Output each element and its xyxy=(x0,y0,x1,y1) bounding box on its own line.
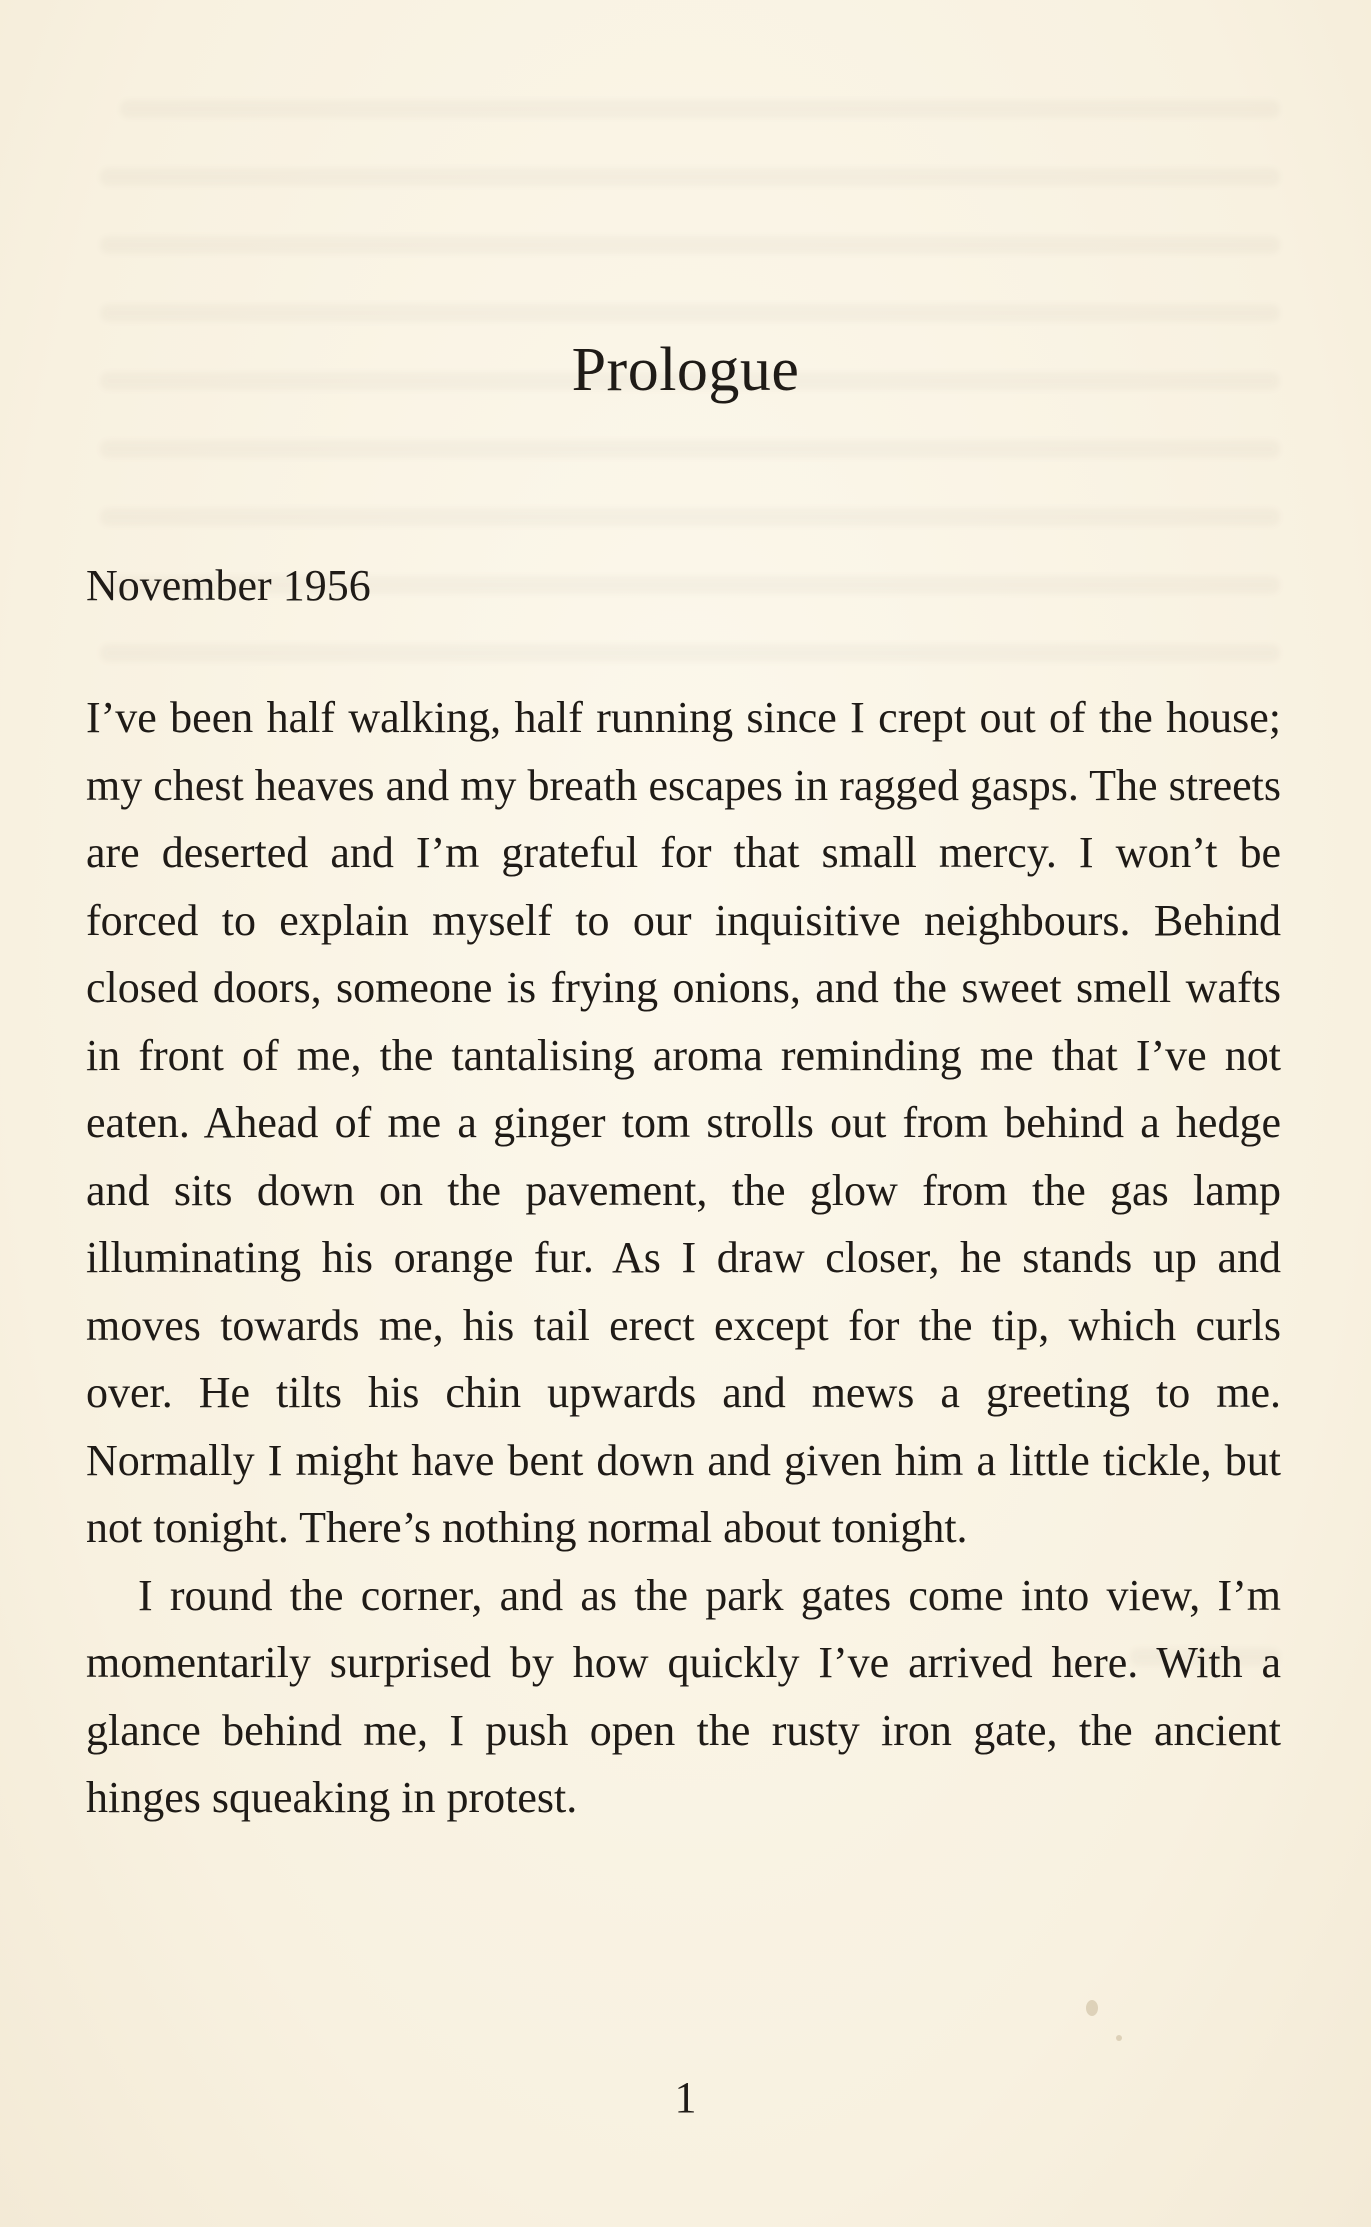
body-text xyxy=(86,684,1281,1832)
paper-speck xyxy=(1116,2035,1122,2041)
dateline: November 1956 xyxy=(86,561,371,610)
page-number: 1 xyxy=(674,2073,697,2122)
paragraph-1: I’ve been half walking, half running since I crept out of the house; my chest heaves and my breath escapes in ragged gasps. The streets are deserted and I’m grateful for that small mercy. I won’t be forced to explain myself to our inquisitive neighbours. Behind closed doors, someone is frying onions, and the sweet smell wafts in front of me, the tantalising aroma reminding me that I’ve not eaten. Ahead of me a ginger tom strolls out from behind a hedge and sits down on the pavement, the glow from the gas lamp illuminating his orange fur. As I draw closer, he stands up and moves towards me, his tail erect except for the tip, which curls over. He tilts his chin upwards and mews a greeting to me. Normally I might have bent down and given him a little tickle, but not tonight. There’s nothing normal about tonight. xyxy=(86,693,1281,1552)
paragraph-2: I round the corner, and as the park gates come into view, I’m momentarily surprised by how quickly I’ve arrived here. With a glance behind me, I push open the rusty iron gate, the ancient hinges squeaking in protest. xyxy=(86,1570,1281,1822)
chapter-title: Prologue xyxy=(571,336,800,404)
paper-speck xyxy=(1086,2000,1098,2016)
